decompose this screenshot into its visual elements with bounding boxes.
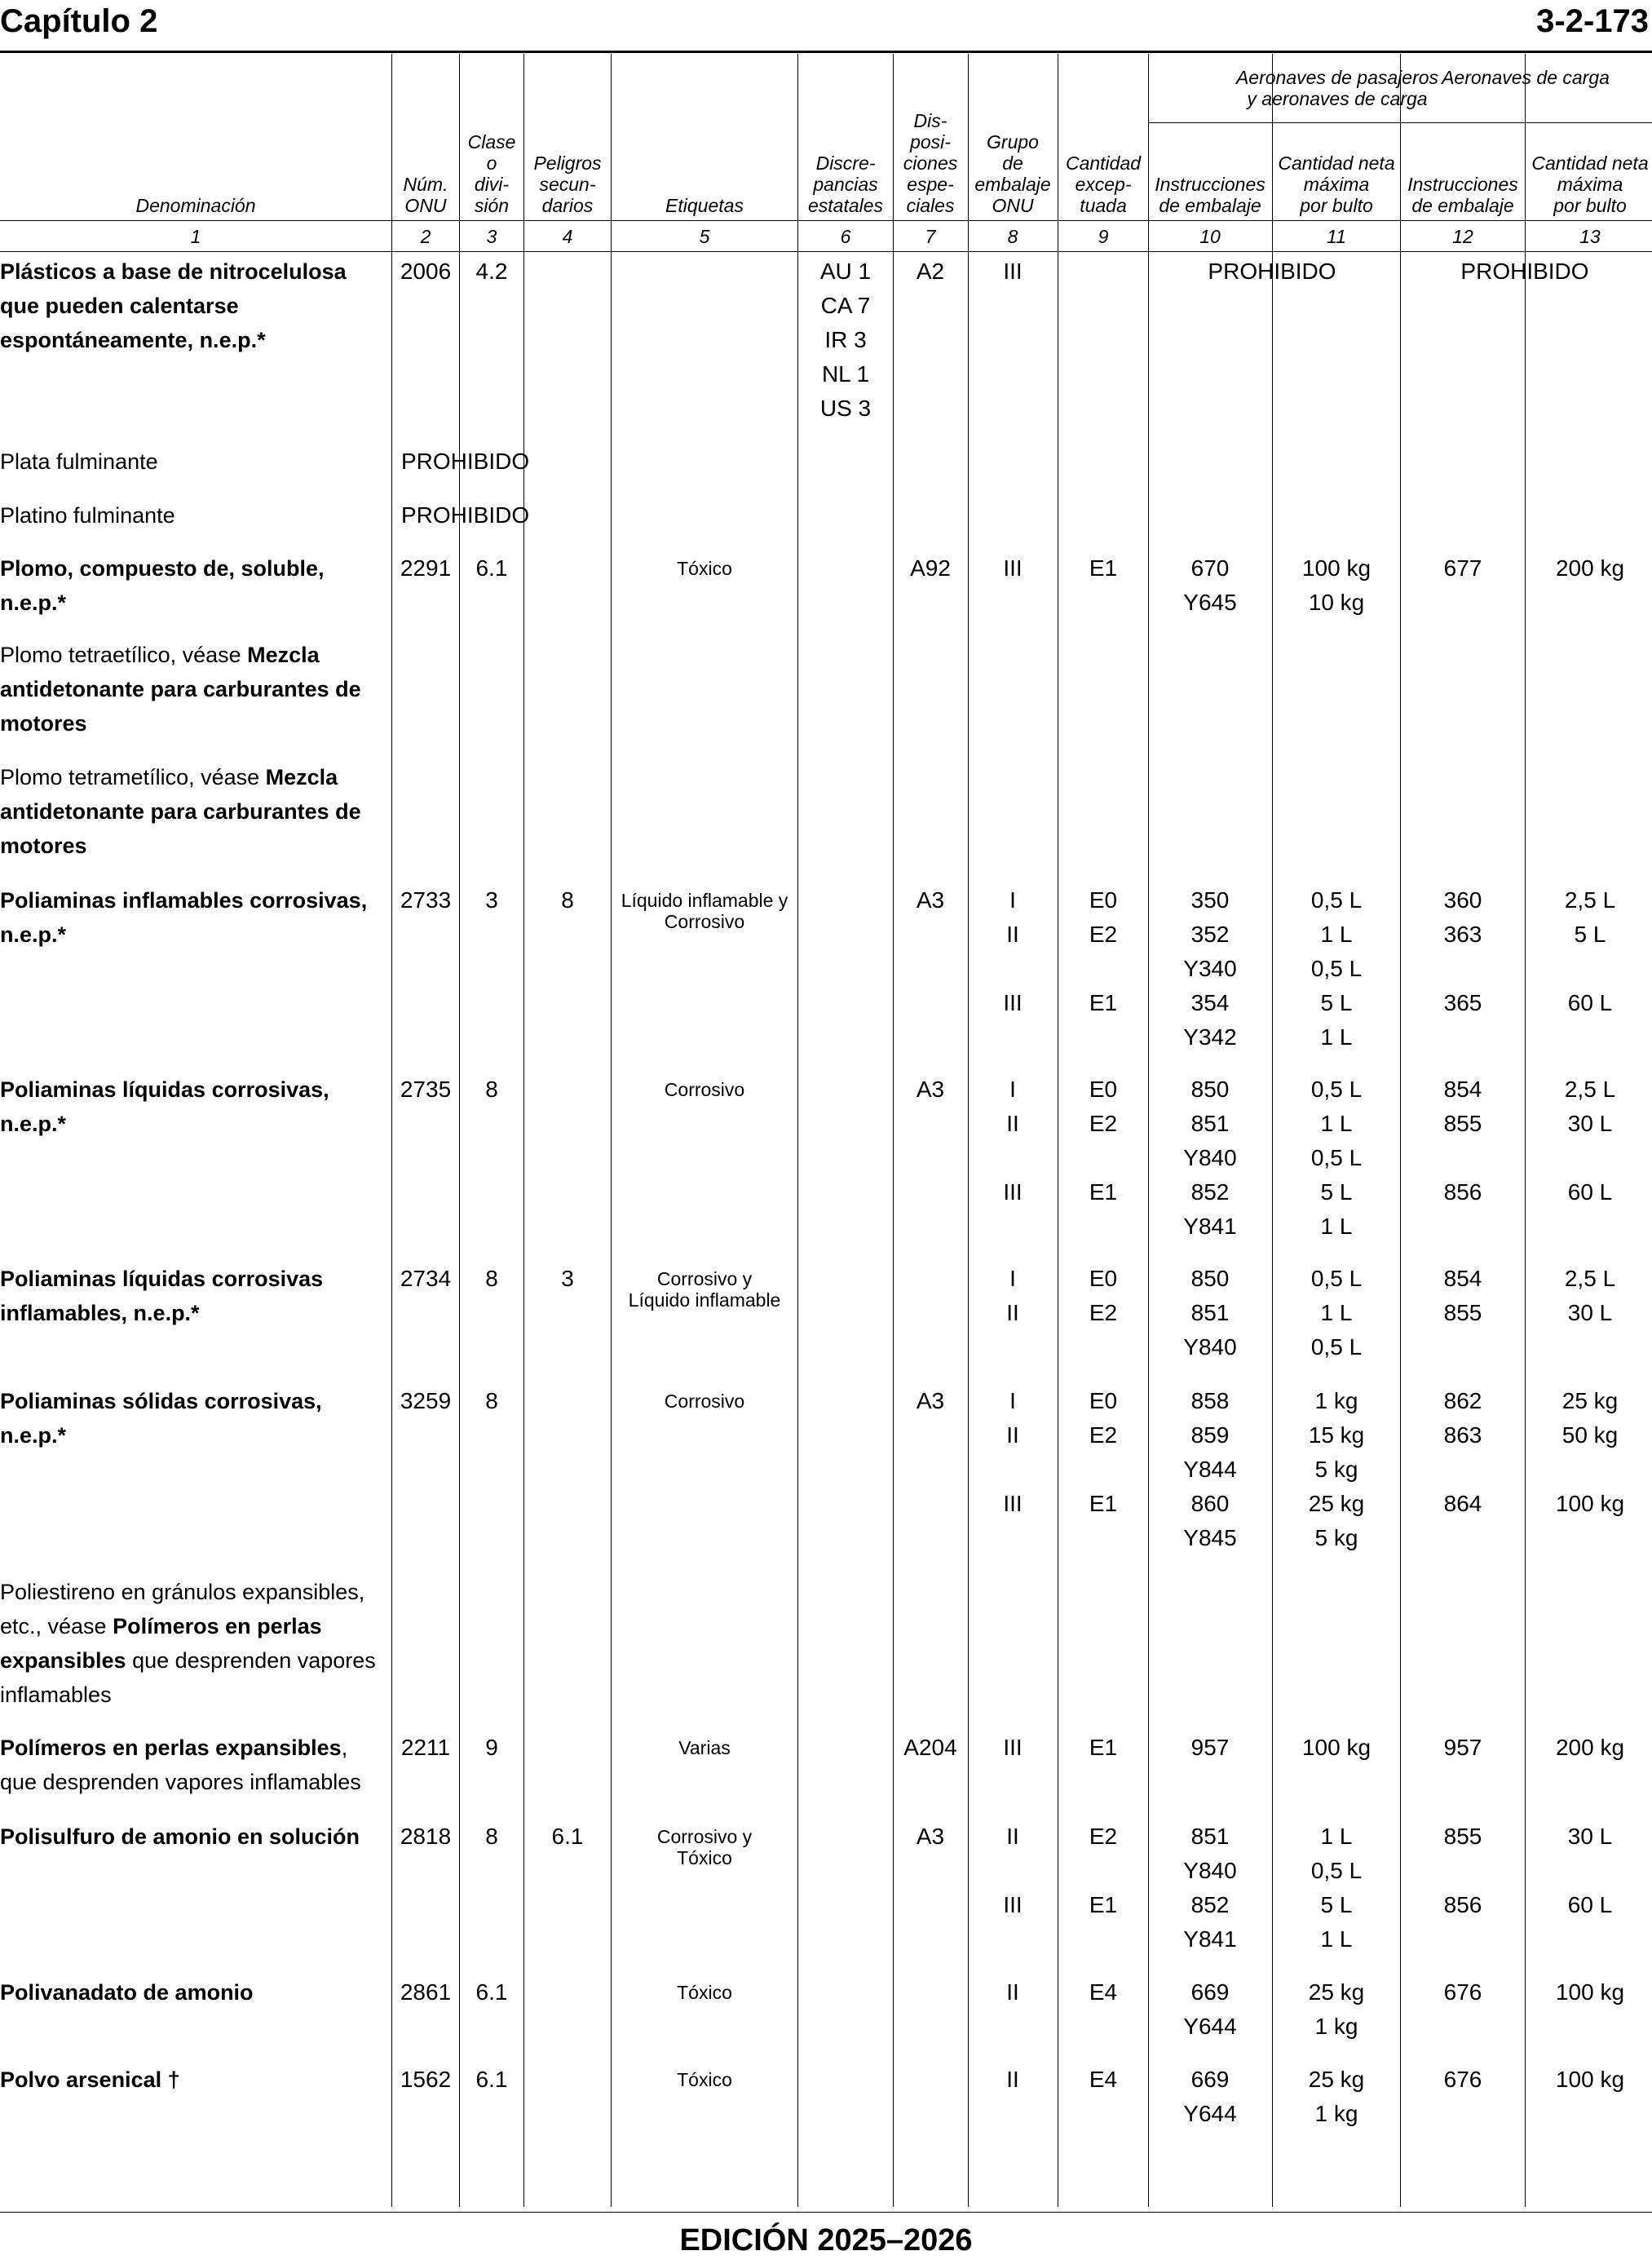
net-quantity-passenger: 100 kg [1301,1735,1372,1760]
entry-name: Platino fulminante [0,503,175,528]
col-divider [968,54,969,2207]
column-number: 3 [486,226,497,247]
special-provisions: A3 [916,1388,945,1413]
packing-group: II [1006,1979,1019,2005]
entry-name-plain: , que desprenden vapores inflamables [0,1736,361,1794]
packing-group: I II [1006,1266,1019,1325]
entry-name-plain: inflamables [0,1683,112,1707]
packing-instruction-passenger: 850 851 Y840 [1183,1266,1237,1360]
packing-group: II III [1003,1824,1023,1917]
group-header-rule [1148,122,1652,123]
packing-instruction-cargo: 676 [1443,1979,1482,2005]
hazard-label: Corrosivo [664,1391,745,1412]
net-quantity-passenger: 100 kg 10 kg [1301,555,1372,615]
column-number: 9 [1098,226,1109,247]
class-division: 6.1 [475,2067,508,2092]
net-quantity-cargo: 200 kg [1555,555,1625,581]
header-cantidad-neta-pax: Cantidad neta máxima por bulto [1278,153,1395,216]
header-peligros: Peligros secun- darios [533,153,602,216]
hazard-label: Varias [678,1737,731,1758]
column-number: 5 [699,226,710,247]
packing-group: III [1003,259,1023,284]
entry-name-plain: Plomo tetrametílico, véase [0,765,266,789]
col-divider [797,54,798,2207]
column-number: 10 [1199,226,1221,247]
net-quantity-cargo: 25 kg 50 kg 100 kg [1555,1388,1625,1516]
net-quantity-cargo: 2,5 L 5 L 60 L [1564,887,1616,1015]
un-number: 2735 [400,1077,452,1102]
hazard-label: Tóxico [677,2069,732,2090]
header-clase: Clase o divi- sión [467,131,516,216]
class-division: 8 [485,1266,498,1291]
packing-instruction-passenger: 850 851 Y840 852 Y841 [1183,1077,1237,1239]
net-quantity-passenger: 0,5 L 1 L 0,5 L 5 L 1 L [1310,887,1363,1050]
entry-name-reference: Polímeros en perlas [113,1614,322,1638]
header-num-onu: Núm. ONU [403,174,448,216]
entry-name-plain: Poliestireno en gránulos expansibles, [0,1580,365,1604]
prohibited-passenger: PROHIBIDO [1208,259,1336,284]
header-cantidad-exceptuada: Cantidad excep- tuada [1065,153,1142,216]
un-number: 2861 [400,1979,452,2005]
un-number: 3259 [400,1388,452,1413]
prohibited-cargo: PROHIBIDO [1460,259,1589,284]
hazard-label: Tóxico [677,558,732,579]
packing-instruction-passenger: 669 Y644 [1183,1979,1237,2039]
packing-group: I II III [1003,887,1023,1015]
entry-name: Plata fulminante [0,449,158,474]
excepted-quantity: E1 [1089,555,1118,581]
col-divider [1272,54,1273,2207]
packing-group: III [1003,1735,1023,1760]
number-row-rule [0,251,1652,252]
entry-name-plain: etc., véase [0,1614,113,1638]
col-divider [611,54,612,2207]
class-division: 8 [485,1388,498,1413]
entry-name: Plásticos a base de nitrocelulosa que pueden calentarse espontáneamente, n.e.p.* [0,259,347,352]
header-etiquetas: Etiquetas [665,195,744,216]
prohibited-label: PROHIBIDO [401,449,530,474]
excepted-quantity: E0 E2 E1 [1089,1077,1118,1205]
net-quantity-cargo: 2,5 L 30 L [1564,1266,1616,1325]
un-number: 2733 [400,887,452,913]
packing-instruction-cargo: 957 [1443,1735,1482,1760]
packing-instruction-cargo: 862 863 864 [1443,1388,1482,1516]
class-division: 8 [485,1077,498,1102]
entry-name: Poliaminas inflamables corrosivas, n.e.p.* [0,888,368,947]
entry-name: Polivanadato de amonio [0,1980,254,2005]
class-division: 6.1 [475,1979,508,2005]
special-provisions: A3 [916,1077,945,1102]
entry-name [0,1575,376,1712]
entry-name-reference: Mezcla antidetonante para carburantes de motores [0,643,361,736]
header-rule [0,51,1652,53]
hazard-label: Corrosivo [664,1079,745,1100]
special-provisions: A3 [916,1824,945,1849]
net-quantity-cargo: 200 kg [1555,1735,1625,1760]
subsidiary-hazard: 6.1 [551,1824,584,1849]
net-quantity-cargo: 100 kg [1555,2067,1625,2092]
special-provisions: A204 [903,1735,957,1760]
col-divider [523,54,524,2207]
subsidiary-hazard: 3 [561,1266,574,1291]
entry-name-reference: expansibles [0,1648,126,1673]
packing-group: I II III [1003,1077,1023,1205]
entry-name: Poliaminas líquidas corrosivas, n.e.p.* [0,1077,329,1136]
column-number: 8 [1007,226,1018,247]
packing-group: II [1006,2067,1019,2092]
column-number: 4 [562,226,573,247]
class-division: 9 [485,1735,498,1760]
header-instrucciones-pax: Instrucciones de embalaje [1155,174,1266,216]
excepted-quantity: E4 [1089,1979,1118,2005]
hazard-label: Tóxico [677,1982,732,2003]
col-divider [1400,54,1401,2207]
un-number: 1562 [400,2067,452,2092]
entry-name: Poliaminas líquidas corrosivas inflamables, n.e.p.* [0,1267,324,1325]
un-number: 2818 [400,1824,452,1849]
packing-instruction-passenger: 858 859 Y844 860 Y845 [1183,1388,1237,1550]
net-quantity-passenger: 1 L 0,5 L 5 L 1 L [1310,1824,1363,1952]
excepted-quantity: E0 E2 [1089,1266,1118,1325]
class-division: 4.2 [475,259,508,284]
hazard-label: Corrosivo y Tóxico [656,1826,753,1868]
entry-name-plain: que desprenden vapores [126,1648,376,1673]
net-quantity-passenger: 25 kg 1 kg [1308,2067,1365,2126]
packing-instruction-cargo: 677 [1443,555,1482,581]
header-cantidad-neta-cargo: Cantidad neta máxima por bulto [1531,153,1649,216]
header-grupo-embalaje: Grupo de embalaje ONU [974,131,1051,216]
packing-instruction-passenger: 957 [1190,1735,1230,1760]
col-divider [1525,54,1526,2207]
column-number: 1 [190,226,201,247]
header-group-cargo: Aeronaves de carga [1442,67,1610,88]
column-number: 6 [840,226,851,247]
col-divider [459,54,460,2207]
packing-instruction-passenger: 669 Y644 [1183,2067,1237,2126]
packing-instruction-cargo: 854 855 856 [1443,1077,1482,1205]
class-division: 6.1 [475,555,508,581]
entry-name: Plomo, compuesto de, soluble, n.e.p.* [0,556,325,615]
excepted-quantity: E0 E2 E1 [1089,887,1118,1015]
un-number: 2291 [400,555,452,581]
hazard-label: Líquido inflamable y Corrosivo [621,890,788,932]
special-provisions: A2 [916,259,945,284]
col-divider [391,54,392,2207]
excepted-quantity: E2 E1 [1089,1824,1118,1917]
un-number: 2006 [400,259,452,284]
entry-name: Polisulfuro de amonio en solución [0,1824,360,1849]
header-disposiciones: Dis- posi- ciones espe- ciales [903,110,958,216]
page-number: 3-2-173 [1536,3,1649,39]
chapter-title: Capítulo 2 [0,3,158,39]
header-denominacion: Denominación [135,195,256,216]
net-quantity-cargo: 2,5 L 30 L 60 L [1564,1077,1616,1205]
entry-name-bold: Polímeros en perlas expansibles [0,1736,342,1760]
excepted-quantity: E0 E2 E1 [1089,1388,1118,1516]
packing-group: I II III [1003,1388,1023,1516]
special-provisions: A3 [916,887,945,913]
special-provisions: A92 [910,555,951,581]
header-bottom-rule [0,220,1652,221]
column-number: 12 [1452,226,1473,247]
header-instrucciones-cargo: Instrucciones de embalaje [1407,174,1518,216]
column-number: 11 [1327,226,1346,247]
hazard-label: Corrosivo y Líquido inflamable [628,1268,781,1311]
entry-name-reference: Mezcla antidetonante para carburantes de motores [0,765,361,858]
entry-name-plain: Plomo tetraetílico, véase [0,643,248,667]
column-number: 7 [925,226,936,247]
class-division: 3 [485,887,498,913]
class-division: 8 [485,1824,498,1849]
col-divider [893,54,894,2207]
excepted-quantity: E4 [1089,2067,1118,2092]
edition-footer: EDICIÓN 2025–2026 [679,2223,973,2257]
entry-name [0,1731,361,1799]
entry-name [0,760,361,863]
packing-instruction-cargo: 854 855 [1443,1266,1482,1325]
prohibited-label: PROHIBIDO [401,502,530,528]
net-quantity-passenger: 1 kg 15 kg 5 kg 25 kg 5 kg [1308,1388,1365,1550]
entry-name: Poliaminas sólidas corrosivas, n.e.p.* [0,1389,322,1448]
column-number: 13 [1579,226,1601,247]
col-divider [1148,54,1149,2207]
un-number: 2734 [400,1266,452,1291]
state-variations: AU 1 CA 7 IR 3 NL 1 US 3 [819,259,872,421]
packing-instruction-passenger: 851 Y840 852 Y841 [1183,1824,1237,1952]
table-bottom-rule [0,2212,1652,2213]
packing-instruction-cargo: 855 856 [1443,1824,1482,1917]
packing-instruction-cargo: 360 363 365 [1443,887,1482,1015]
header-group-passenger: Aeronaves de pasajeros y aeronaves de carga [1235,67,1439,109]
excepted-quantity: E1 [1089,1735,1118,1760]
net-quantity-passenger: 0,5 L 1 L 0,5 L [1310,1266,1363,1360]
column-number: 2 [420,226,431,247]
packing-instruction-cargo: 676 [1443,2067,1482,2092]
header-discrepancias: Discre- pancias estatales [807,153,884,216]
entry-name: Polvo arsenical † [0,2067,180,2092]
net-quantity-cargo: 30 L 60 L [1567,1824,1613,1917]
subsidiary-hazard: 8 [561,887,574,913]
net-quantity-cargo: 100 kg [1555,1979,1625,2005]
net-quantity-passenger: 0,5 L 1 L 0,5 L 5 L 1 L [1310,1077,1363,1239]
packing-instruction-passenger: 350 352 Y340 354 Y342 [1183,887,1237,1050]
packing-instruction-passenger: 670 Y645 [1183,555,1237,615]
packing-group: III [1003,555,1023,581]
entry-name [0,638,361,741]
net-quantity-passenger: 25 kg 1 kg [1308,1979,1365,2039]
un-number: 2211 [400,1735,451,1760]
